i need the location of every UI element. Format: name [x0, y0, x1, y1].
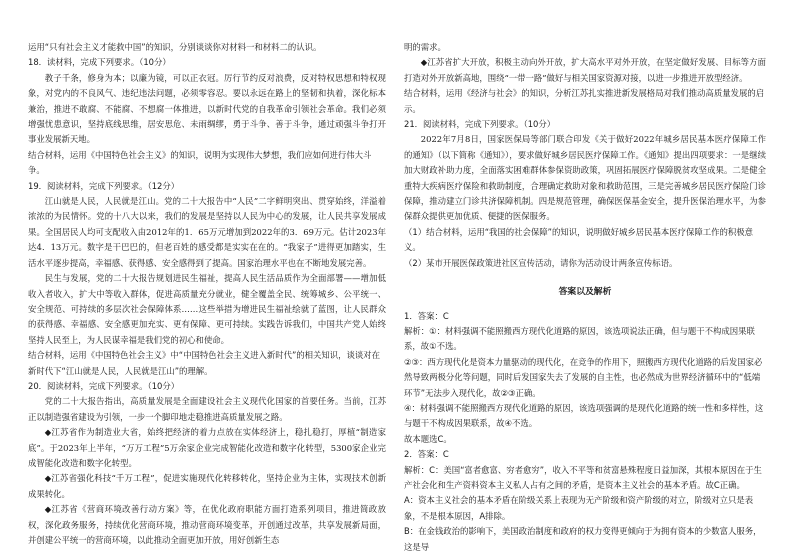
answer-paragraph: 2．答案：C [404, 449, 449, 460]
answer-paragraph: A：资本主义社会的基本矛盾在阶级关系上表现为无产阶级和资产阶级的对立，阶级对立只是表象，不是根本原因，A排除。 [404, 495, 754, 521]
paragraph: ◆江苏省《营商环境改善行动方案》等，在优化政府职能方面打造系列项目，推进简政放权，深化政务服务，持续优化营商环境，推动营商环境变革，开创通过改革，共享发展新局面，并创建公平统一的营商环境，以此推动全面更加开放，用好创新生态 [28, 504, 386, 545]
answer-paragraph: ④：材料强调不能照搬西方现代化道路的原因，该选项强调的是现代化道路的统一性和多样性，这与题干不构成因果联系，故④不选。 [404, 402, 764, 429]
answer-paragraph: 1．答案：C [404, 310, 449, 321]
answer-paragraph: ②③：西方现代化是资本力量驱动的现代化，在竞争的作用下，照搬西方现代化道路的后发国家必然导致两极分化等问题，同时后发国家失去了发展的自主性，也必然成为世界经济循环中的“低端环节”无法步入现代化，故②③正确。 [404, 356, 763, 398]
paragraph: 结合材料，运用《中国特色社会主义》中“中国特色社会主义进入新时代”的相关知识，谈谈对在新时代下“江山就是人民，人民就是江山”的理解。 [28, 350, 381, 376]
paragraph: ◆江苏省强化科技“千万工程”，促进实施现代化转移转化，坚持企业为主体，实现技术创新成果转化。 [28, 473, 386, 499]
answer-paragraph: 解析：C：美国“富者愈富、穷者愈穷”，收入不平等和贫富悬殊程度日益加深，其根本原因在于生产社会化和生产资料资本主义私人占有之间的矛盾，是资本主义社会的基本矛盾。故C正确。 [404, 464, 762, 490]
paragraph: （1）结合材料，运用“我国的社会保障”的知识，说明做好城乡居民基本医疗保障工作的积极意义。 [404, 226, 754, 253]
answer-paragraph: B：在金钱政治的影响下，美国政治制度和政府的权力变得更倾向于为拥有资本的少数富人服务，这是导 [404, 526, 762, 552]
paragraph: （2）某市开展医保政策进社区宣传活动，请你为活动设计两条宣传标语。 [404, 257, 678, 268]
paragraph: 民生与发展，党的二十大报告规划进民生福祉，提高人民生活品质作为全面部署——增加低收入者收入，扩大中等收入群体，促进高质量充分就业，健全覆盖全民、统筹城乡、公平统一、安全规范、可持续的多层次社会保障体系……这些举措为增进民生福祉绘就了蓝图，让人民群众的获得感、幸福感、安全感更加充实、更有保障、更可持续。实践告诉我们，中国共产党人始终坚持人民至上，为人民谋幸福是我们党的初心和使命。 [28, 273, 386, 345]
paragraph: 教子千条，修身为本；以廉为镜，可以正衣冠。厉行节约反对浪费，反对特权思想和特权现象，对党内的不良风气、违纪违法问题，必须零容忍。要以永远在路上的坚韧和执着，深化标本兼治，推进不敢腐、不能腐、不想腐一体推进，以新时代党的自我革命引领社会革命。我们必须增强忧患意识，坚持底线思维，居安思危、未雨绸缪，勇于斗争、善于斗争，通过顽强斗争打开事业发展新天地。 [28, 72, 386, 145]
paragraph: 18．读材料，完成下列要求。（10分） [28, 57, 171, 68]
paragraph: ◆江苏省作为制造业大省，始终把经济的着力点放在实体经济上，稳扎稳打，厚植“制造家底”。于2023年上半年，“万万工程”5万余家企业完成智能化改造和数字化转型，5300家企业完成智能化改造和数字化转型。 [28, 427, 386, 468]
paragraph: 21．阅读材料，完成下列要求。（10分） [404, 119, 556, 130]
answers-section [404, 309, 766, 556]
paragraph: 江山就是人民，人民就是江山。党的二十大报告中“人民”二字鲜明突出、贯穿始终，洋溢着浓浓的为民情怀。党的十八大以来，我们的发展是坚持以人民为中心的发展，让人民共享发展成果。全国居民人均可支配收入由2012年的1．65万元增加到2022年的3．69万元。估计2023年达4．13万元。数字是干巴巴的，但老百姓的感受都是实实在在的。“我家子”进得更加踏实，生活水平逐步提高，幸福感、获得感、安全感得到了提高。国家治理水平也在不断地发展完善。 [28, 196, 386, 268]
paragraph: 结合材料，运用《中国特色社会主义》的知识，说明为实现伟大梦想，我们应如何进行伟大斗争。 [28, 149, 372, 176]
answer-paragraph: 故本题选C。 [404, 433, 452, 444]
paragraph: 结合材料，运用《经济与社会》的知识，分析江苏扎实推进新发展格局对我们推动高质量发展的启示。 [404, 88, 765, 114]
paragraph: 20．阅读材料，完成下列要求。（10分） [28, 380, 180, 391]
paragraph: 19．阅读材料，完成下列要求。（12分） [28, 180, 180, 191]
left-column [28, 40, 386, 548]
paragraph: 2022年7月8日，国家医保局等部门联合印发《关于做好2022年城乡居民基本医疗保障工作的通知》（以下简称《通知》），要求做好城乡居民医疗保障工作。《通知》提出四项要求：一是继续加大财政补助力度，全面落实困难群体参保资助政策，巩固拓展医疗保障脱贫攻坚成果。二是健全重特大疾病医疗保险和救助制度，合理确定救助对象和救助范围，三是完善城乡居民医疗保险门诊保障，推动建立门诊共济保障机制。四是规范管理，确保医保基金安全，提升医保治理水平，为参保群众提供更加优质、便捷的医保服务。 [404, 134, 766, 222]
paragraph: 党的二十大报告指出，高质量发展是全面建设社会主义现代化国家的首要任务。当前，江苏正以制造强省建设为引领，一步一个脚印地走稳推进高质量发展之路。 [28, 396, 386, 422]
answer-paragraph: 解析：①：材料强调不能照搬西方现代化道路的原因，该选项说法正确，但与题干不构成因果联系，故①不选。 [404, 325, 755, 352]
answers-title: 答案以及解析 [558, 287, 612, 298]
paragraph: 明的需求。 [404, 42, 446, 52]
paragraph: 运用“只有社会主义才能救中国”的知识，分别谈谈你对材料一和材料二的认识。 [28, 42, 322, 52]
right-column [404, 40, 766, 555]
paragraph: ◆江苏省扩大开放，积极主动向外开放，扩大高水平对外开放，在坚定做好发展、目标等方面打造对外开放新高地，围绕“一带一路”做好与相关国家资源对接，以进一步推进开放型经济。 [404, 57, 766, 83]
questions-continued [404, 40, 766, 271]
